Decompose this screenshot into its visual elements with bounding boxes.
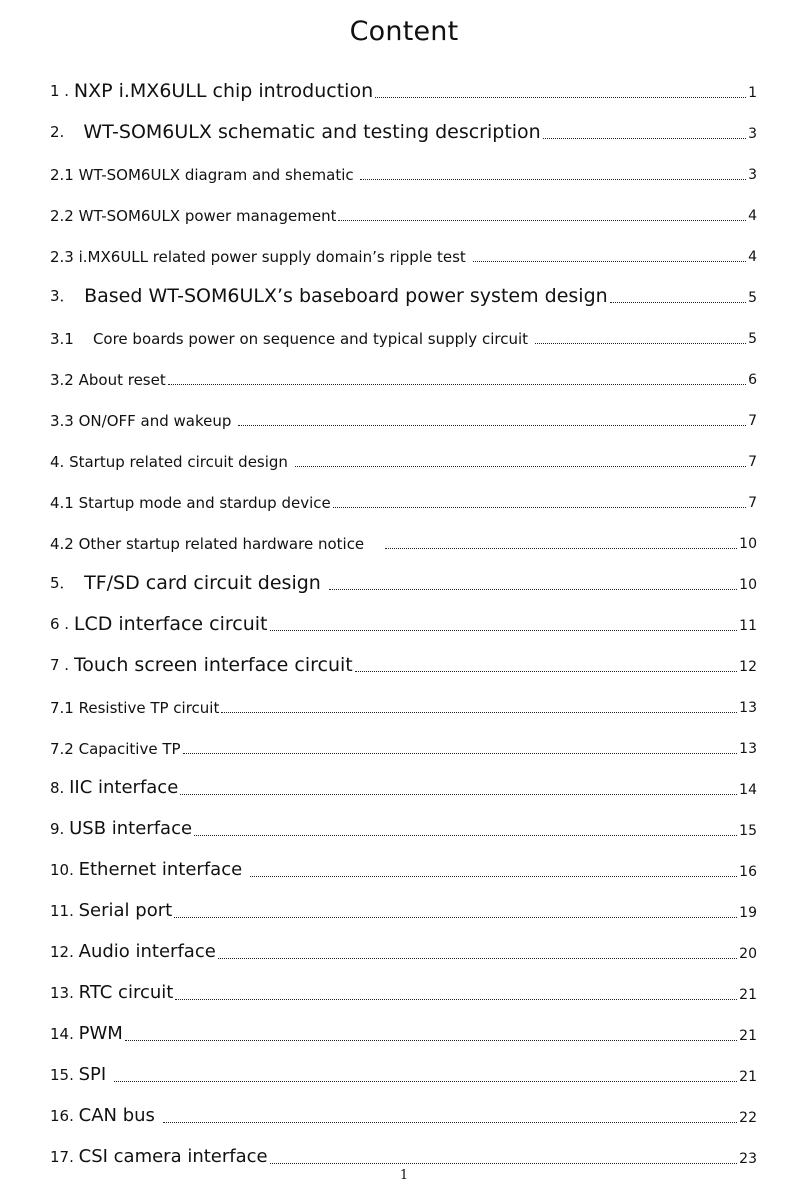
toc-entry[interactable] — [50, 390, 757, 431]
toc-entry[interactable] — [50, 1128, 757, 1169]
toc-entry-number: 2. — [50, 123, 84, 141]
toc-entry[interactable] — [50, 185, 757, 226]
toc-entry-page: 7 — [748, 495, 757, 511]
toc-entry-page: 21 — [739, 987, 757, 1003]
toc-entry-title: 4.2 Other startup related hardware notice — [50, 535, 384, 553]
toc-entry-title: 2.2 WT-SOM6ULX power management — [50, 207, 337, 225]
toc-dot-leader — [221, 712, 737, 713]
toc-dot-leader — [329, 589, 737, 590]
toc-entry[interactable] — [50, 923, 757, 964]
toc-entry-title: 3.3 ON/OFF and wakeup — [50, 412, 237, 430]
toc-dot-leader — [333, 507, 746, 508]
toc-entry-number: 6 . — [50, 615, 74, 633]
toc-entry[interactable] — [50, 1046, 757, 1087]
toc-entry-title: 4.1 Startup mode and stardup device — [50, 494, 331, 512]
toc-dot-leader — [168, 384, 746, 385]
toc-entry-title: LCD interface circuit — [73, 613, 268, 635]
toc-entry-page: 4 — [748, 208, 757, 224]
toc-entry-number: 9. — [50, 820, 70, 838]
toc-entry[interactable] — [50, 62, 757, 103]
toc-entry-page: 7 — [748, 413, 757, 429]
toc-dot-leader — [338, 220, 746, 221]
toc-dot-leader — [125, 1040, 737, 1041]
toc-entry[interactable] — [50, 1005, 757, 1046]
toc-dot-leader — [355, 671, 737, 672]
toc-dot-leader — [175, 999, 737, 1000]
toc-entry[interactable] — [50, 759, 757, 800]
toc-entry-page: 22 — [739, 1110, 757, 1126]
toc-entry[interactable] — [50, 226, 757, 267]
toc-entry[interactable] — [50, 841, 757, 882]
toc-entry-title: 4. Startup related circuit design — [50, 453, 293, 471]
toc-entry-title: Audio interface — [78, 941, 216, 962]
toc-entry-title: Ethernet interface — [78, 859, 248, 880]
toc-entry-page: 21 — [739, 1028, 757, 1044]
toc-entry-page: 12 — [739, 659, 757, 675]
toc-entry-page: 3 — [748, 126, 757, 142]
toc-entry[interactable] — [50, 472, 757, 513]
toc-entry-number: 7 . — [50, 656, 74, 674]
toc-entry[interactable] — [50, 800, 757, 841]
toc-entry-number: 5． — [50, 574, 85, 592]
toc-entry-number: 13. — [50, 984, 79, 1002]
toc-entry-number: 16. — [50, 1107, 79, 1125]
toc-dot-leader — [270, 630, 738, 631]
toc-entry-number: 15. — [50, 1066, 79, 1084]
toc-entry-title: 7.2 Capacitive TP — [50, 740, 181, 758]
toc-entry[interactable] — [50, 595, 757, 636]
toc-entry-page: 23 — [739, 1151, 757, 1167]
toc-entry-title: 7.1 Resistive TP circuit — [50, 699, 220, 717]
toc-entry-number: 11. — [50, 902, 79, 920]
toc-entry-page: 5 — [748, 331, 757, 347]
toc-entry-title: PWM — [78, 1023, 123, 1044]
toc-dot-leader — [375, 97, 746, 98]
toc-entry-title: 2.1 WT-SOM6ULX diagram and shematic — [50, 166, 359, 184]
toc-entry-title: CAN bus — [78, 1105, 161, 1126]
toc-entry-title: TF/SD card circuit design — [84, 572, 327, 594]
toc-dot-leader — [218, 958, 737, 959]
toc-entry-title: Serial port — [78, 900, 173, 921]
toc-entry[interactable] — [50, 882, 757, 923]
toc-dot-leader — [535, 343, 746, 344]
toc-entry-title: Based WT-SOM6ULX’s baseboard power system design — [84, 285, 608, 307]
toc-entry-page: 19 — [739, 905, 757, 921]
toc-entry-number: 10. — [50, 861, 79, 879]
toc-entry-number: 17. — [50, 1148, 79, 1166]
toc-entry[interactable] — [50, 513, 757, 554]
toc-entry[interactable] — [50, 1087, 757, 1128]
toc-entry-number: 14. — [50, 1025, 79, 1043]
toc-entry[interactable] — [50, 554, 757, 595]
toc-entry-page: 16 — [739, 864, 757, 880]
toc-entry-title: NXP i.MX6ULL chip introduction — [73, 80, 374, 102]
table-of-contents — [50, 62, 757, 1169]
toc-entry-page: 10 — [739, 577, 757, 593]
toc-entry-title: 3.2 About reset — [50, 371, 166, 389]
toc-entry[interactable] — [50, 267, 757, 308]
toc-entry[interactable] — [50, 636, 757, 677]
toc-dot-leader — [295, 466, 746, 467]
toc-entry-page: 13 — [739, 700, 757, 716]
toc-dot-leader — [385, 548, 737, 549]
toc-dot-leader — [610, 302, 746, 303]
toc-entry-title: CSI camera interface — [78, 1146, 268, 1167]
toc-entry-page: 11 — [739, 618, 757, 634]
toc-entry-title: RTC circuit — [78, 982, 174, 1003]
toc-entry[interactable] — [50, 144, 757, 185]
toc-entry-page: 5 — [748, 290, 757, 306]
toc-entry[interactable] — [50, 349, 757, 390]
toc-entry-title: SPI — [78, 1064, 112, 1085]
toc-entry-page: 20 — [739, 946, 757, 962]
page-number: 1 — [399, 1168, 409, 1183]
toc-entry-page: 1 — [748, 85, 757, 101]
toc-entry-title: USB interface — [69, 818, 193, 839]
toc-entry-number: 3． — [50, 287, 85, 305]
toc-entry-title: WT-SOM6ULX schematic and testing description — [83, 121, 541, 143]
toc-entry-title: Touch screen interface circuit — [73, 654, 353, 676]
toc-entry-page: 13 — [739, 741, 757, 757]
toc-entry-page: 7 — [748, 454, 757, 470]
toc-entry[interactable] — [50, 431, 757, 472]
toc-entry[interactable] — [50, 964, 757, 1005]
toc-entry[interactable] — [50, 677, 757, 718]
toc-dot-leader — [250, 876, 737, 877]
toc-dot-leader — [270, 1163, 738, 1164]
toc-dot-leader — [163, 1122, 738, 1123]
toc-dot-leader — [183, 753, 738, 754]
toc-entry[interactable] — [50, 308, 757, 349]
toc-dot-leader — [194, 835, 737, 836]
toc-entry-page: 21 — [739, 1069, 757, 1085]
toc-entry-title: IIC interface — [69, 777, 179, 798]
toc-entry-number: 8. — [50, 779, 70, 797]
toc-dot-leader — [360, 179, 746, 180]
toc-entry[interactable] — [50, 718, 757, 759]
toc-entry-page: 15 — [739, 823, 757, 839]
toc-entry[interactable] — [50, 103, 757, 144]
toc-entry-title: Core boards power on sequence and typical supply circuit — [92, 330, 533, 348]
toc-entry-title: 2.3 i.MX6ULL related power supply domain’s ripple test — [50, 248, 471, 266]
toc-dot-leader — [473, 261, 747, 262]
toc-entry-page: 14 — [739, 782, 757, 798]
toc-dot-leader — [543, 138, 746, 139]
toc-entry-page: 6 — [748, 372, 757, 388]
toc-entry-page: 10 — [739, 536, 757, 552]
toc-dot-leader — [174, 917, 737, 918]
page-title: Content — [349, 16, 459, 47]
toc-entry-page: 4 — [748, 249, 757, 265]
toc-entry-number: 1 . — [50, 82, 74, 100]
toc-dot-leader — [238, 425, 746, 426]
toc-dot-leader — [114, 1081, 737, 1082]
toc-entry-number: 12. — [50, 943, 79, 961]
toc-entry-page: 3 — [748, 167, 757, 183]
toc-dot-leader — [180, 794, 737, 795]
toc-entry-number: 3.1 — [50, 330, 93, 348]
